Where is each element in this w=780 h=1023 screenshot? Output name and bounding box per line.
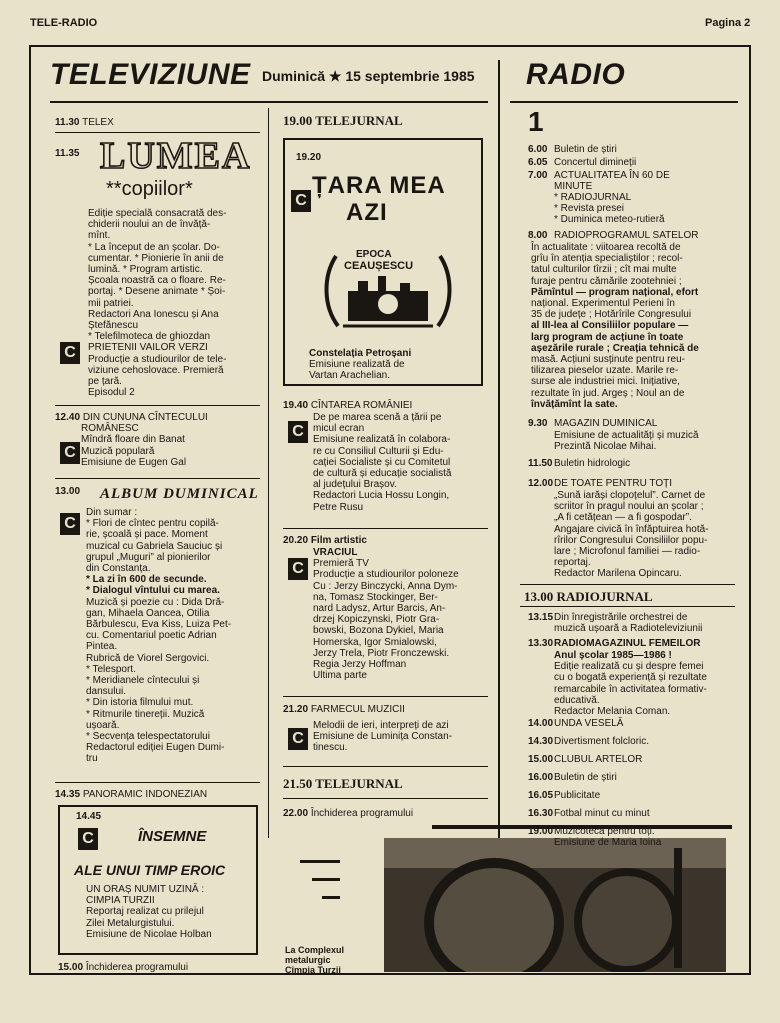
tv-date: Duminică ★ 15 septembrie 1985 [262, 68, 475, 84]
color-broadcast-icon: C [288, 558, 308, 580]
farmecul-description: Melodii de ieri, interpreți de azi Emisiune de Luminița Constan- tinescu. [313, 720, 452, 754]
radio-item: 6.00 Buletin de știri [528, 144, 617, 155]
orchestre-line-2: muzică ușoară a Radioteleviziunii [554, 623, 703, 634]
insemne-time: 14.45 [76, 811, 102, 822]
radio-item: * Revista presei [554, 203, 625, 214]
toti-entry: 12.00DE TOATE PENTRU TOȚI [528, 478, 672, 489]
radio-late-item: 14.00UNDA VESELĂ [528, 718, 624, 729]
femei-description: Anul școlar 1985—1986 ! Ediție realizată cu și despre femei cu o bogată experiență și rezultate remarcabile în activitatea formativ- educativă. Redactor Melania Coman. [554, 650, 707, 718]
album-description: Din sumar : * Flori de cîntec pentru copilă- rie, școală și pace. Moment muzical cu Gabriela Sauciuc și grupul „Muguri” al pionierilor din Constanța. * La zi în 600 de secunde. * Dialogul vîntului cu marea. Muzică și poezie cu : Dida Dră- gan, Mihaela Oancea, Otilia Bărbulescu, Eva Kiss, Luiza Pet- cu. Comentariul poetic Adrian Pintea. Rubrică de Viorel Sergovici. * Telesport. * Meridianele cîntecului și dansului. * Din istoria filmului mut. * Ritmurile tinereții. Muzică ușoară. * Secvența telespectatorului Redactorul ediției Eugen Dumi- tru [86, 507, 232, 765]
telejurnal-2-entry: 21.50 TELEJURNAL [283, 776, 403, 791]
magazin-entry: 9.30 MAGAZIN DUMINICAL [528, 418, 658, 429]
tara-time: 19.20 [296, 152, 322, 163]
sate-description: În actualitate : viitoarea recoltă de grîu în atenția specialiștilor ; recol- tatul culturilor tîrzii ; cît mai multe furaje pentru cămările zootehniei ; Pămîntul — program național, efort național. Experimentul Perieni în 35 de județe ; Hotărîrile Congresului al III-lea al Consiliilor populare — larg program de acțiune în toate așezările rurale ; Creația tehnică de masă. Acțiuni susținute pentru reu- tilizarea pieselor uzate. Marile re- surse ale industriei mici. Inițiative, rezultate în jud. Argeș ; Noul an de învățămînt la sate. [531, 242, 699, 410]
emblem-text-1: EPOCA [356, 249, 392, 260]
radio-divider [498, 60, 500, 840]
hidro-entry: 11.50 Buletin hidrologic [528, 458, 631, 469]
radio-item: MINUTE [554, 181, 593, 192]
tv-closing-1: 15.00 Închiderea programului [58, 962, 189, 973]
header-left: TELE-RADIO [30, 17, 98, 29]
cintarea-entry: 19.40 CÎNTAREA ROMÂNIEI [283, 400, 413, 411]
toti-description: „Sună iarăși clopoțelul”. Carnet de scriitor în pragul noului an școlar ; „A fi cetățean — a fi gospodar”. Angajare civică în înfăptuirea hotă- rîrilor Congresului Consiliilor popu- lare ; Microfonul familiei — radio- reportaj. Redactor Marilena Opincaru. [554, 490, 709, 580]
radio-channel: 1 [528, 106, 544, 137]
panoramic-entry: 14.35 PANORAMIC INDONEZIAN [55, 789, 208, 800]
cununa-entry: 12.40 DIN CUNUNA CÎNTECULUI ROMÂNESC Mîndră floare din Banat Muzică populară Emisiune de Eugen Gal [55, 412, 208, 468]
photo-caption: La Complexul metalurgic Cîmpia Turzii [285, 945, 345, 975]
tv-title: TELEVIZIUNE [50, 58, 251, 91]
album-title: ALBUM DUMINICAL [100, 486, 259, 502]
album-time: 13.00 [55, 486, 81, 497]
lumea-subtitle: **copiilor* [106, 178, 193, 200]
factory-photo [384, 838, 726, 972]
radio-late-item: 14.30Divertisment folcloric. [528, 736, 650, 747]
magazin-description: Emisiune de actualități și muzică Prezintă Nicolae Mihai. [554, 430, 699, 453]
color-broadcast-icon: C [60, 342, 80, 364]
tv-closing-2: 22.00 Închiderea programului [283, 808, 414, 819]
farmecul-entry: 21.20 FARMECUL MUZICII [283, 704, 405, 715]
radiojurnal-entry: 13.00 RADIOJURNAL [524, 589, 653, 604]
tara-title: ȚARA MEA [312, 172, 446, 199]
radio-title: RADIO [526, 58, 626, 91]
color-broadcast-icon: C [288, 728, 308, 750]
cintarea-description: De pe marea scenă a țării pe micul ecran Emisiune realizată în colabora- re cu Consiliul Culturii și Edu- cației Socialiste și cu Comitetul de cultură și educație socialistă al județului Brașov. Redactori Lucia Hossu Longin, Petre Rusu [313, 412, 452, 513]
film-description: VRACIUL Premieră TV Producție a studiourilor poloneze Cu : Jerzy Binczycki, Anna Dym- na, Tomasz Stockinger, Ber- nard Ladysz, Artur Barcis, An- drzej Kopiczynski, Piotr Gra- bowski, Bozona Dykiel, Maria Homerska, Igor Smialowski, Jerzy Trela, Piotr Fronczewski. Regia Jerzy Hoffman Ultima parte [313, 547, 459, 682]
insemne-title: ÎNSEMNE [138, 828, 207, 845]
telex-entry: 11.30 TELEX [55, 117, 114, 128]
tara-title-2: AZI [346, 199, 388, 226]
tv-title-rule [50, 101, 488, 103]
color-broadcast-icon: C [78, 828, 98, 850]
insemne-subtitle: ALE UNUI TIMP EROIC [74, 862, 226, 878]
insemne-description: UN ORAȘ NUMIT UZINĂ : CIMPIA TURZII Reportaj realizat cu prilejul Zilei Metalurgistului. Emisiune de Nicolae Holban [86, 884, 212, 940]
radio-item: * Duminica meteo-rutieră [554, 214, 665, 225]
color-broadcast-icon: C [288, 421, 308, 443]
radio-item: 8.00 RADIOPROGRAMUL SATELOR [528, 230, 699, 241]
tv-column-divider [268, 108, 269, 838]
lumea-description: Ediție specială consacrată des- chiderii noului an de învăță- mînt. * La început de an școlar. Do- cumentar. * Pionierie în anii de lumină. * Program artistic. Școala noastră ca o floare. Re- portaj. * Desene animate * Șoi- mii patriei. Redactori Ana Ionescu și Ana Ștefănescu * Telefilmoteca de ghiozdan PRIETENII VAILOR VERZI Producție a studiourilor de tele- viziune cehoslovace. Premieră pe țară. Episodul 2 [88, 208, 227, 399]
radio-title-rule [510, 101, 738, 103]
lumea-time: 11.35 [55, 148, 80, 159]
radio-item: 6.05 Concertul dimineții [528, 157, 637, 168]
emblem-text-2: CEAUȘESCU [344, 260, 414, 272]
color-broadcast-icon: C [291, 190, 311, 212]
radio-late-item: 16.00Buletin de știri [528, 772, 617, 783]
lumea-title: LUMEA [100, 135, 252, 177]
film-entry: 20.20 Film artistic [283, 535, 367, 546]
telejurnal-entry: 19.00 TELEJURNAL [283, 113, 403, 128]
orchestre-entry: 13.15Din înregistrările orchestrei de [528, 612, 688, 623]
radio-last-line: Emisiune de Maria Ioina [554, 837, 662, 848]
color-broadcast-icon: C [60, 513, 80, 535]
header-right: Pagina 2 [705, 17, 751, 29]
femei-entry: 13.30RADIOMAGAZINUL FEMEILOR [528, 638, 701, 649]
color-broadcast-icon: C [60, 442, 80, 464]
radio-late-item: 15.00CLUBUL ARTELOR [528, 754, 643, 765]
radio-item: * RADIOJURNAL [554, 192, 632, 203]
radio-late-item: 16.30Fotbal minut cu minut [528, 808, 650, 819]
radio-item: 7.00 ACTUALITATEA ÎN 60 DE [528, 170, 670, 181]
tara-description: Constelația Petroșani Emisiune realizată de Vartan Arachelian. [309, 348, 412, 382]
radio-late-item: 19.00Muzicoteca pentru toți. [528, 826, 655, 837]
radio-late-item: 16.05Publicitate [528, 790, 601, 801]
